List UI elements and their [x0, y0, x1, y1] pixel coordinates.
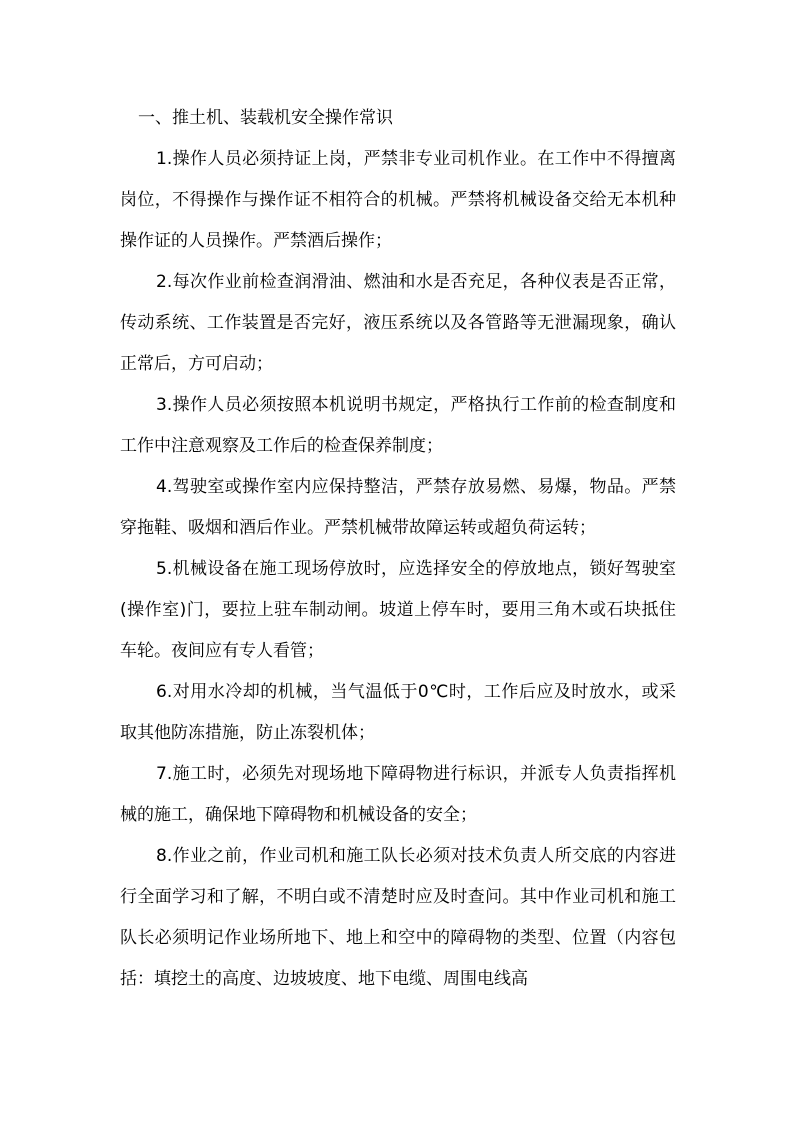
paragraph-8: 8.作业之前，作业司机和施工队长必须对技术负责人所交底的内容进行全面学习和了解，不明白或不清楚时应及时查问。其中作业司机和施工队长必须明记作业场所地下、地上和空中的障碍物的类型、位置（内容包括：填挖土的高度、边坡坡度、地下电缆、周围电线高 [120, 846, 676, 989]
paragraph-2: 2.每次作业前检查润滑油、燃油和水是否充足，各种仪表是否正常，传动系统、工作装置是否完好，液压系统以及各管路等无泄漏现象，确认正常后，方可启动； [120, 272, 676, 374]
paragraph-5: 5.机械设备在施工现场停放时，应选择安全的停放地点，锁好驾驶室(操作室)门，要拉上驻车制动闸。坡道上停车时，要用三角木或石块抵住车轮。夜间应有专人看管； [120, 559, 676, 661]
paragraph-1: 1.操作人员必须持证上岗，严禁非专业司机作业。在工作中不得擅离岗位，不得操作与操作证不相符合的机械。严禁将机械设备交给无本机种操作证的人员操作。严禁酒后操作； [120, 149, 676, 251]
paragraph-4: 4.驾驶室或操作室内应保持整洁，严禁存放易燃、易爆，物品。严禁穿拖鞋、吸烟和酒后作业。严禁机械带故障运转或超负荷运转； [120, 477, 676, 538]
document-body [120, 98, 676, 1000]
section-heading: 一、推土机、装载机安全操作常识 [138, 108, 393, 128]
paragraph-6: 6.对用水冷却的机械，当气温低于0℃时，工作后应及时放水，或采取其他防冻措施，防止冻裂机体； [120, 682, 676, 743]
paragraph-3: 3.操作人员必须按照本机说明书规定，严格执行工作前的检查制度和工作中注意观察及工作后的检查保养制度； [120, 395, 676, 456]
paragraph-7: 7.施工时，必须先对现场地下障碍物进行标识，并派专人负责指挥机械的施工，确保地下障碍物和机械设备的安全； [120, 764, 676, 825]
